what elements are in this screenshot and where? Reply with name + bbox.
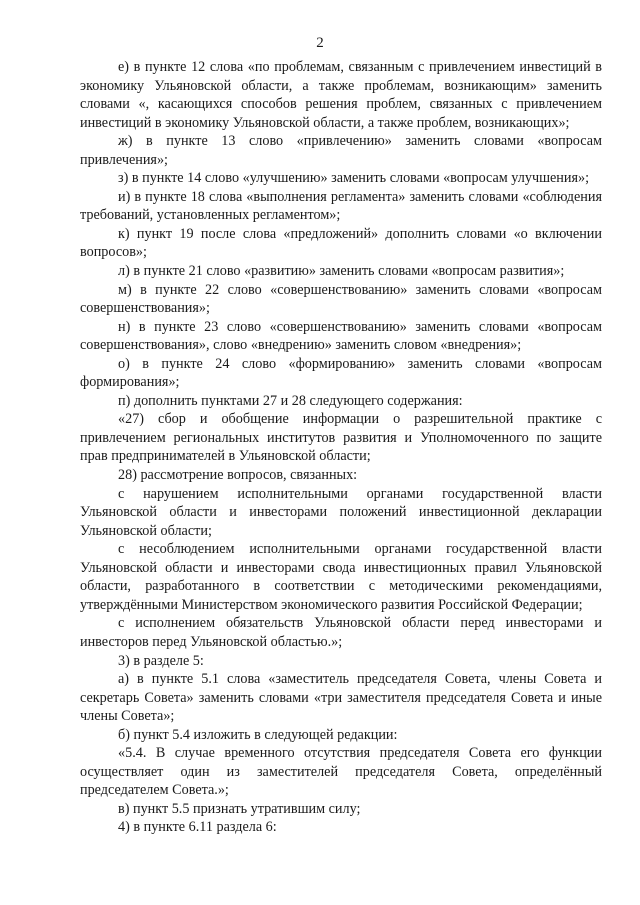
paragraph: е) в пункте 12 слова «по проблемам, связанным с привлечением инвестиций в экономику Ульяновской области, а также проблемам, возникающим» заменить словами «, касающихся способов решения проблем, связанных с привлечением инвестиций в экономику Ульяновской области, а также проблем, возникающих»; <box>80 59 602 131</box>
paragraph: б) пункт 5.4 изложить в следующей редакции: <box>118 726 398 743</box>
paragraph: 3) в разделе 5: <box>118 652 204 669</box>
paragraph: в) пункт 5.5 признать утратившим силу; <box>118 800 361 817</box>
paragraph: и) в пункте 18 слова «выполнения регламента» заменить словами «соблюдения требований, установленных регламентом»; <box>80 188 602 224</box>
paragraph: «27) сбор и обобщение информации о разрешительной практике с привлечением региональных институтов развития и Уполномоченного по защите прав предпринимателей в Ульяновской области; <box>80 411 602 465</box>
paragraph: о) в пункте 24 слово «формированию» заменить словами «вопросам формирования»; <box>80 355 602 391</box>
paragraph: 28) рассмотрение вопросов, связанных: <box>118 467 358 484</box>
page-number: 2 <box>316 35 324 51</box>
paragraph: ж) в пункте 13 слово «привлечению» заменить словами «вопросам привлечения»; <box>80 133 602 168</box>
paragraph: с исполнением обязательств Ульяновской области перед инвесторами и инвесторов перед Ульяновской областью.»; <box>80 615 602 650</box>
paragraph: к) пункт 19 после слова «предложений» дополнить словами «о включении вопросов»; <box>80 225 602 261</box>
paragraph: с несоблюдением исполнительными органами государственной власти Ульяновской области и инвесторами свода инвестиционных правил Ульяновской области, разработанного в соответствии с методическими рекомендациями, утверждёнными Министерством экономического развития Российской Федерации; <box>80 541 602 613</box>
paragraph: а) в пункте 5.1 слова «заместитель председателя Совета, члены Совета и секретарь Совета» заменить словами «три заместителя председателя Совета и иные члены Совета»; <box>80 671 602 725</box>
paragraph: 4) в пункте 6.11 раздела 6: <box>118 819 277 836</box>
paragraph: м) в пункте 22 слово «совершенствованию» заменить словами «вопросам совершенствования»; <box>80 281 602 317</box>
paragraph: л) в пункте 21 слово «развитию» заменить словами «вопросам развития»; <box>118 263 565 280</box>
paragraph: с нарушением исполнительными органами государственной власти Ульяновской области и инвесторами положений инвестиционной декларации Ульяновской области; <box>80 485 602 539</box>
paragraph: з) в пункте 14 слово «улучшению» заменить словами «вопросам улучшения»; <box>118 170 590 187</box>
document-body <box>80 58 602 837</box>
paragraph: «5.4. В случае временного отсутствия председателя Совета его функции осуществляет один из заместителей председателя Совета, определённый председателем Совета.»; <box>80 745 602 799</box>
paragraph: н) в пункте 23 слово «совершенствованию» заменить словами «вопросам совершенствования», слово «внедрению» заменить словом «внедрения»; <box>80 318 602 354</box>
paragraph: п) дополнить пунктами 27 и 28 следующего содержания: <box>118 392 463 409</box>
